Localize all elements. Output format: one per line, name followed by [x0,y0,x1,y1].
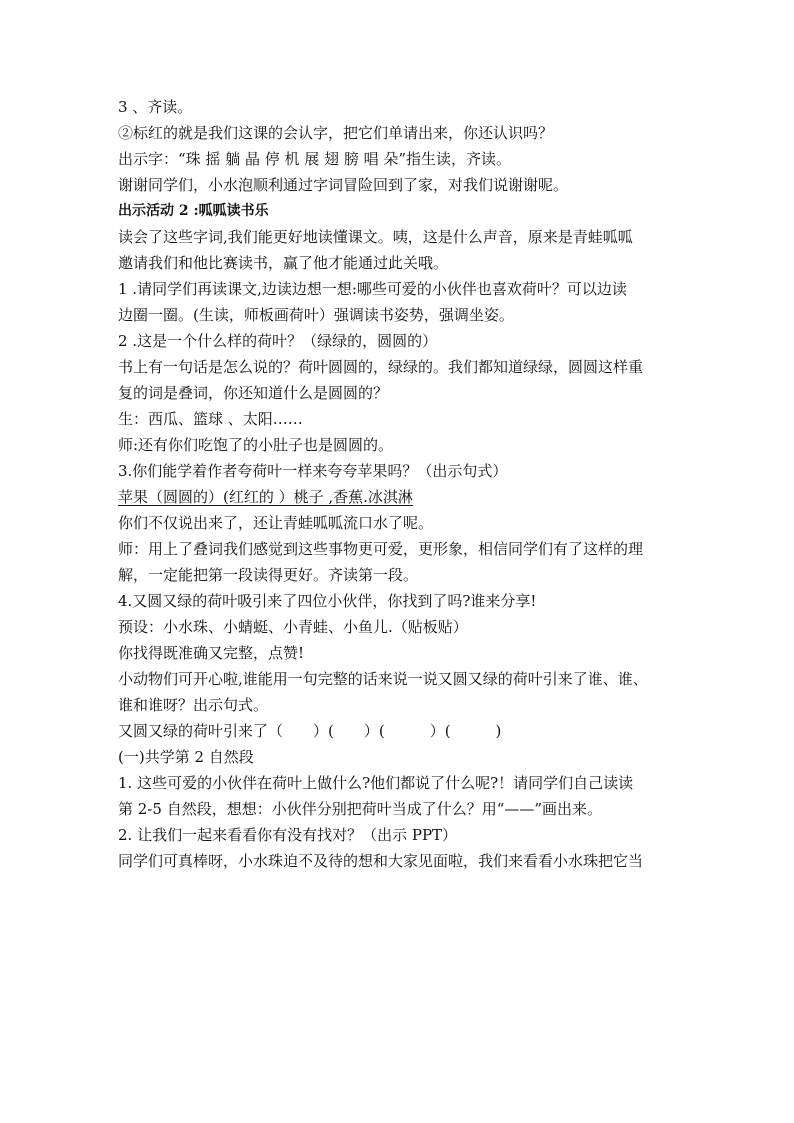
text-line: 预设：小水珠、小蜻蜓、小青蛙、小鱼儿.（贴板贴） [118,618,468,636]
text-line: 3.你们能学着作者夸荷叶一样来夸夸苹果吗？（出示句式） [118,462,508,480]
text-line: 谁和谁呀？出示句式。 [118,696,269,714]
text-line: 复的词是叠词，你还知道什么是圆圆的？ [118,384,389,402]
text-line: 师:还有你们吃饱了的小肚子也是圆圆的。 [118,436,394,454]
text-line: 2 .这是一个什么样的荷叶？（绿绿的，圆圆的） [118,332,438,350]
text-line: 4.又圆又绿的荷叶吸引来了四位小伙伴，你找到了吗?谁来分享! [118,592,537,610]
text-line-new-characters: ②标红的就是我们这课的会认字，把它们单请出来，你还认识吗？ [118,124,554,142]
text-line: 2. 让我们一起来看看你有没有找对？（出示 PPT） [118,826,458,844]
text-line: 你们不仅说出来了，还让青蛙呱呱流口水了呢。 [118,514,434,532]
text-line-sentence-pattern [118,484,678,510]
section-heading-activity-2: 出示活动 2 :呱呱读书乐 [118,203,269,219]
text-line-thanks: 谢谢同学们，小水泡顺利通过字词冒险回到了家，对我们说谢谢呢。 [118,176,569,194]
underlined-sentence-pattern: 苹果（圆圆的）(红红的 ）桃子 ,香蕉.冰淇淋 [118,488,413,506]
text-line: 你找得既准确又完整，点赞! [118,644,305,662]
text-line-reading-step: 3 、齐读。 [118,98,193,116]
text-line: 1. 这些可爱的小伙伴在荷叶上做什么?他们都说了什么呢?！请同学们自己读读 [118,774,634,792]
text-line: 读会了这些字词,我们能更好地读懂课文。咦，这是什么声音，原来是青蛙呱呱 [118,228,633,246]
document-body [118,94,678,874]
text-line: 生：西瓜、篮球 、太阳…… [118,410,303,428]
text-line: 小动物们可开心啦,谁能用一句完整的话来说一说又圆又绿的荷叶引来了谁、谁、 [118,670,648,688]
text-line: 书上有一句话是怎么说的？荷叶圆圆的，绿绿的。我们都知道绿绿，圆圆这样重 [118,358,644,376]
text-line: 同学们可真棒呀，小水珠迫不及待的想和大家见面啦，我们来看看小水珠把它当 [118,852,644,870]
text-line: 邀请我们和他比赛读书，赢了他才能通过此关哦。 [118,254,449,272]
text-line-fill-blanks: 又圆又绿的荷叶引来了（ ）( ）( ）( ) [118,722,502,740]
text-line-show-characters: 出示字：“珠 摇 躺 晶 停 机 展 翅 膀 唱 朵”指生读，齐读。 [118,150,512,168]
text-line: 边圈一圈。(生读，师板画荷叶）强调读书姿势，强调坐姿。 [118,306,514,324]
text-line: 第 2-5 自然段，想想：小伙伴分别把荷叶当成了什么？用“——”画出来。 [118,800,603,818]
text-line: 师：用上了叠词我们感觉到这些事物更可爱，更形象，相信同学们有了这样的理 [118,540,644,558]
text-line: 解，一定能把第一段读得更好。齐读第一段。 [118,566,419,584]
text-line: 1 .请同学们再读课文,边读边想一想:哪些可爱的小伙伴也喜欢荷叶？可以边读 [118,280,627,298]
section-heading-paragraph-2: (一)共学第 2 自然段 [118,748,254,766]
